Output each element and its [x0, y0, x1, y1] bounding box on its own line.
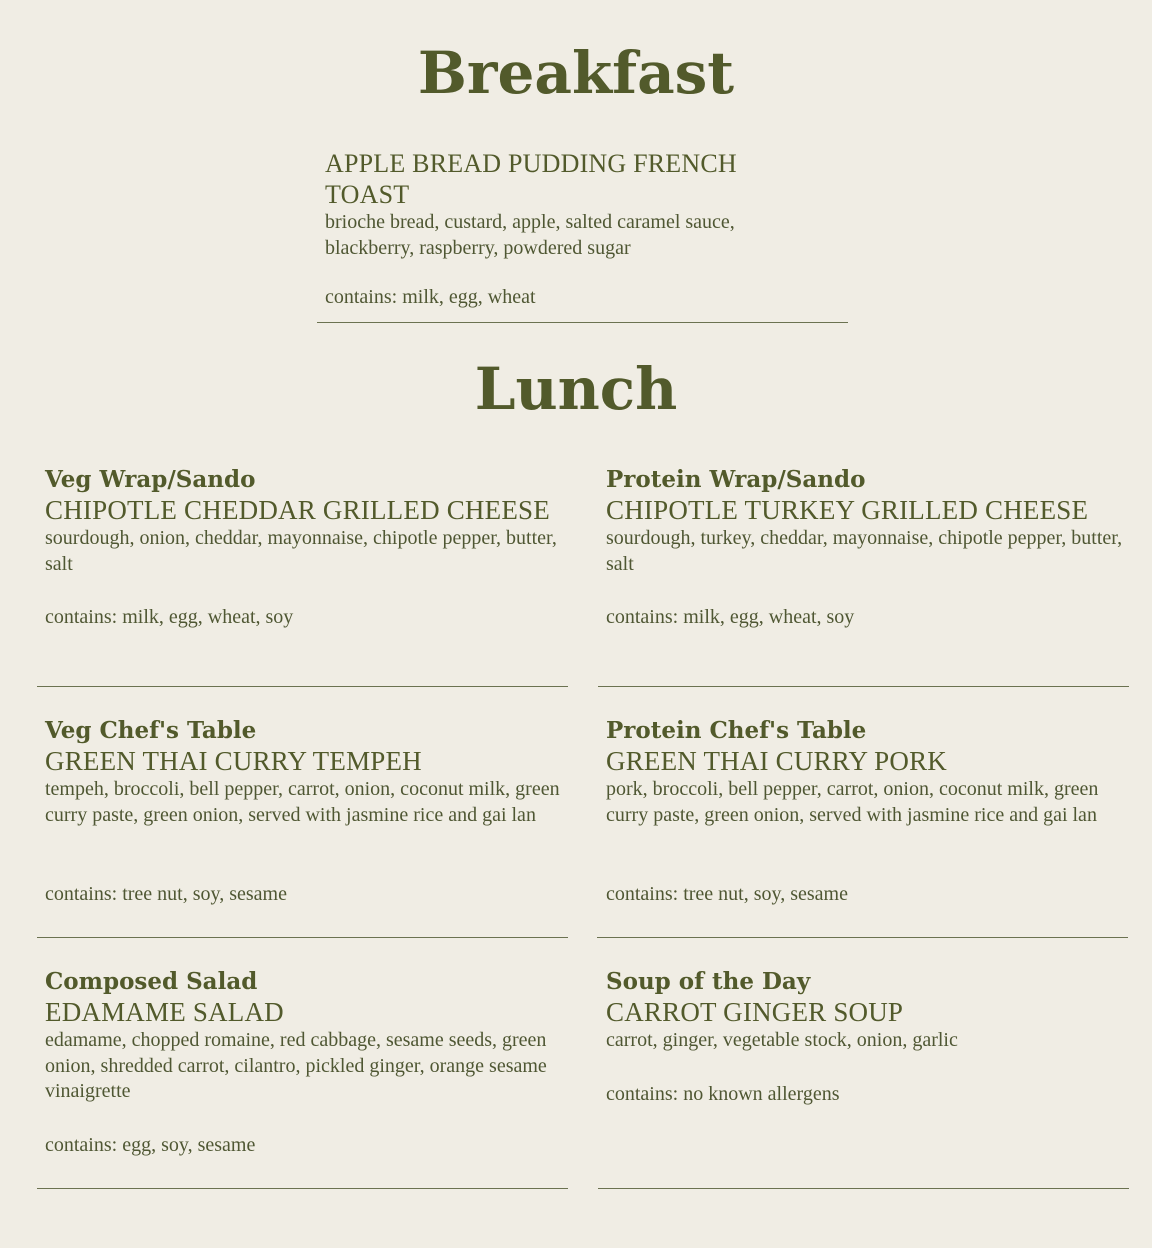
- item-divider: [597, 937, 1128, 938]
- dish-ingredients: edamame, chopped romaine, red cabbage, sesame seeds, green onion, shredded carrot, cilantro, pickled ginger, orange sesame vinaigrette: [45, 1029, 547, 1102]
- dish-ingredients: pork, broccoli, bell pepper, carrot, onion, coconut milk, green curry paste, green onion, served with jasmine rice and gai lan: [606, 778, 1099, 826]
- dish-name: CARROT GINGER SOUP: [606, 997, 904, 1027]
- item-category: Protein Chef's Table: [606, 717, 867, 744]
- item-category: Veg Wrap/Sando: [45, 466, 256, 493]
- menu-item: [606, 465, 1126, 635]
- dish-ingredients: sourdough, turkey, cheddar, mayonnaise, chipotle pepper, butter, salt: [606, 527, 1123, 575]
- item-divider: [598, 1188, 1129, 1189]
- dish-ingredients: sourdough, onion, cheddar, mayonnaise, chipotle pepper, butter, salt: [45, 527, 557, 575]
- dish-name: GREEN THAI CURRY TEMPEH: [45, 746, 422, 776]
- dish-allergens: contains: milk, egg, wheat, soy: [606, 606, 855, 628]
- dish-allergens: contains: tree nut, soy, sesame: [606, 883, 848, 905]
- menu-item: [45, 716, 565, 911]
- item-category: Soup of the Day: [606, 968, 811, 995]
- menu-item: [45, 967, 565, 1162]
- item-category: Veg Chef's Table: [45, 717, 257, 744]
- dish-name: GREEN THAI CURRY PORK: [606, 746, 947, 776]
- item-category: Composed Salad: [45, 968, 258, 995]
- lunch-heading: Lunch: [474, 355, 678, 423]
- item-divider: [37, 1188, 568, 1189]
- dish-name: APPLE BREAD PUDDING FRENCH TOAST: [325, 149, 737, 209]
- dish-allergens: contains: no known allergens: [606, 1083, 840, 1105]
- dish-ingredients: brioche bread, custard, apple, salted caramel sauce, blackberry, raspberry, powdered sugar: [325, 211, 735, 259]
- item-category: Protein Wrap/Sando: [606, 466, 866, 493]
- breakfast-divider: [317, 322, 848, 323]
- dish-ingredients: carrot, ginger, vegetable stock, onion, garlic: [606, 1029, 958, 1051]
- breakfast-heading: Breakfast: [417, 39, 735, 107]
- dish-ingredients: tempeh, broccoli, bell pepper, carrot, onion, coconut milk, green curry paste, green onion, served with jasmine rice and gai lan: [45, 778, 560, 826]
- item-divider: [598, 686, 1129, 687]
- menu-item: [606, 967, 1126, 1162]
- item-divider: [37, 686, 568, 687]
- dish-allergens: contains: tree nut, soy, sesame: [45, 883, 287, 905]
- dish-allergens: contains: milk, egg, wheat: [325, 286, 536, 308]
- breakfast-item: [325, 148, 785, 313]
- dish-allergens: contains: egg, soy, sesame: [45, 1134, 256, 1156]
- menu-item: [45, 465, 565, 635]
- dish-name: EDAMAME SALAD: [45, 997, 284, 1027]
- dish-allergens: contains: milk, egg, wheat, soy: [45, 606, 294, 628]
- item-divider: [37, 937, 568, 938]
- menu-item: [606, 716, 1126, 911]
- dish-name: CHIPOTLE CHEDDAR GRILLED CHEESE: [45, 495, 550, 525]
- dish-name: CHIPOTLE TURKEY GRILLED CHEESE: [606, 495, 1089, 525]
